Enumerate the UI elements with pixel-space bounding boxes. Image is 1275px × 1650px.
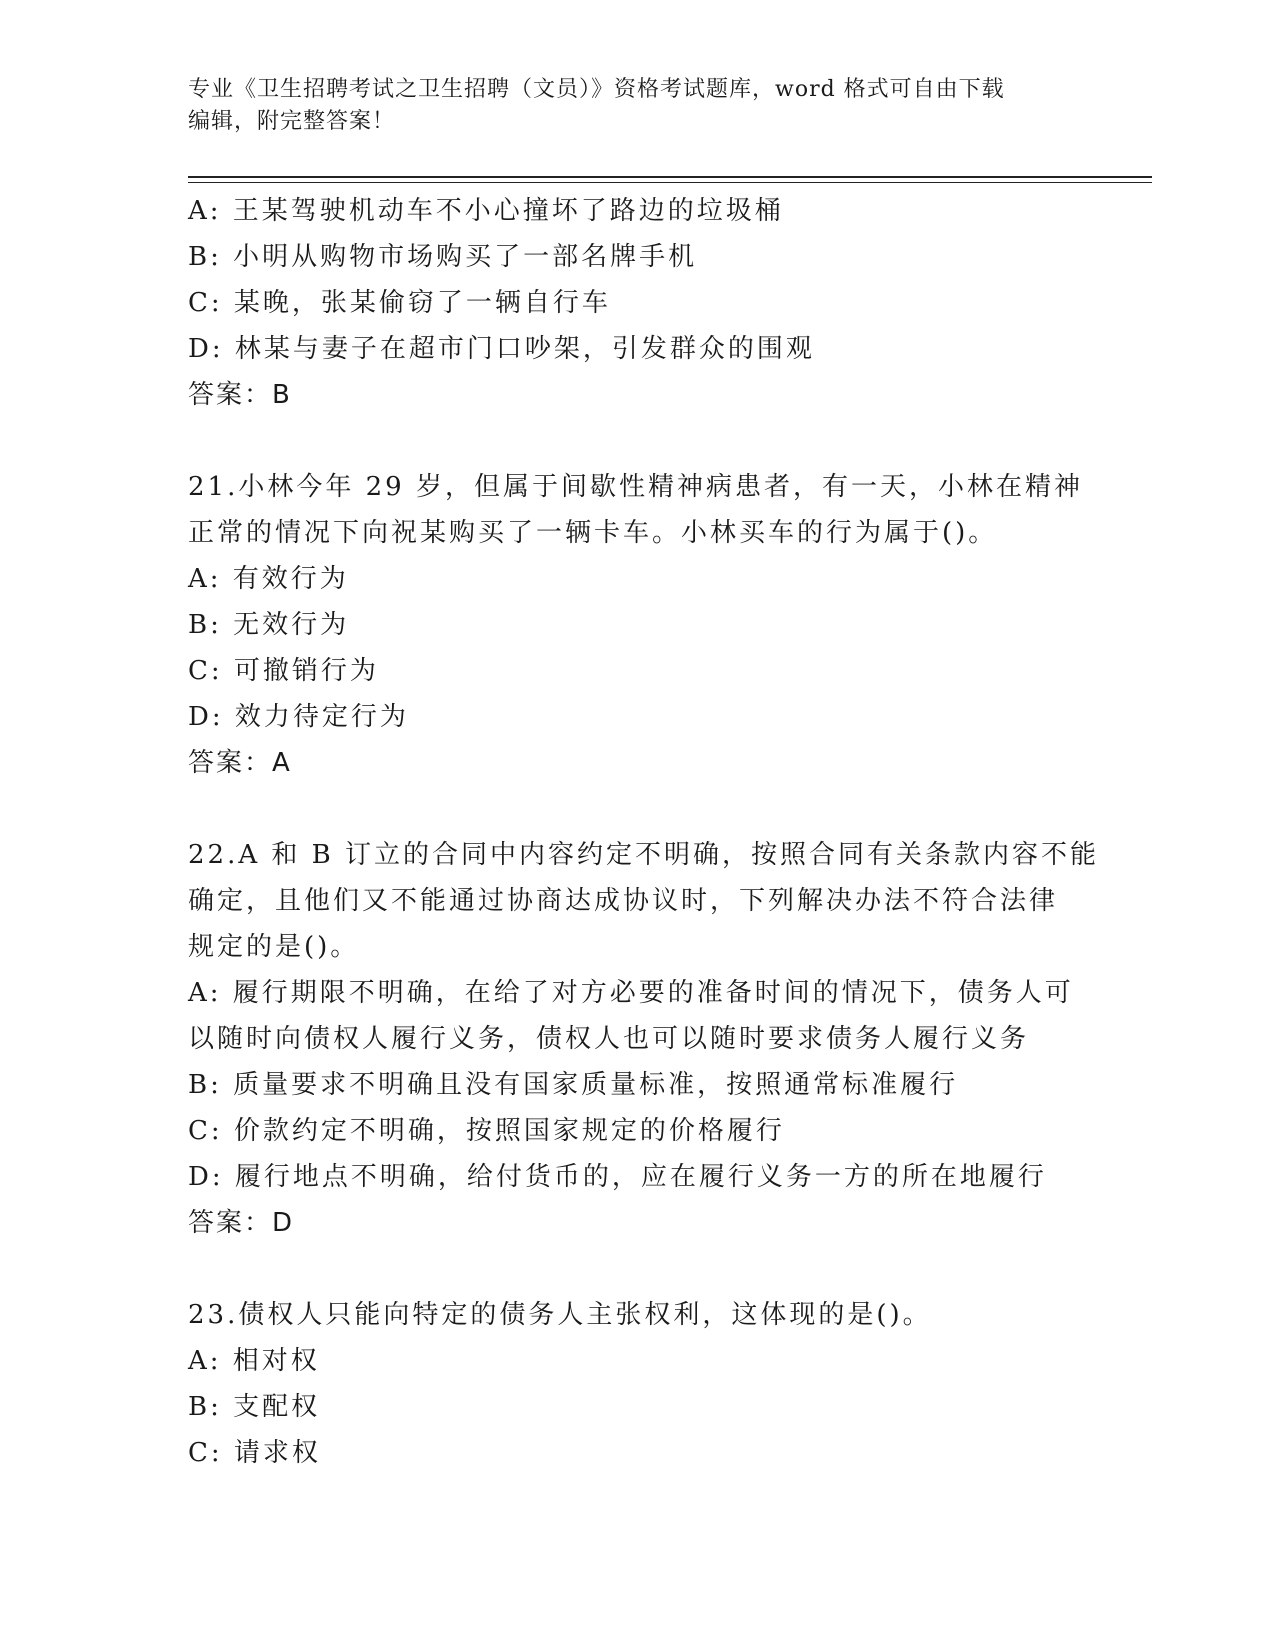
question-stem-line: 正常的情况下向祝某购买了一辆卡车。小林买车的行为属于()。 bbox=[188, 518, 998, 548]
answer-line: 答案：A bbox=[188, 748, 292, 778]
option-a: A: 王某驾驶机动车不小心撞坏了路边的垃圾桶 bbox=[188, 196, 784, 226]
question-stem-line: 确定，且他们又不能通过协商达成协议时，下列解决办法不符合法律 bbox=[188, 886, 1059, 916]
spacer bbox=[188, 786, 1088, 832]
option-b: B: 支配权 bbox=[188, 1392, 321, 1422]
answer-line: 答案：B bbox=[188, 380, 292, 410]
option-d: D: 林某与妻子在超市门口吵架，引发群众的围观 bbox=[188, 334, 815, 364]
question-23 bbox=[188, 1292, 1088, 1476]
option-a: A: 履行期限不明确，在给了对方必要的准备时间的情况下，债务人可 bbox=[188, 978, 1074, 1008]
header-note-line: 编辑，附完整答案！ bbox=[188, 109, 396, 134]
spacer bbox=[188, 418, 1088, 464]
question-22 bbox=[188, 832, 1100, 1246]
question-20-continued bbox=[188, 188, 1088, 418]
option-c: C: 价款约定不明确，按照国家规定的价格履行 bbox=[188, 1116, 785, 1146]
option-c: C: 某晚，张某偷窃了一辆自行车 bbox=[188, 288, 611, 318]
header-divider-thin bbox=[188, 182, 1152, 183]
question-stem-line: 规定的是()。 bbox=[188, 932, 360, 962]
question-stem-line: 22.A 和 B 订立的合同中内容约定不明确，按照合同有关条款内容不能 bbox=[188, 840, 1100, 870]
option-b: B: 质量要求不明确且没有国家质量标准，按照通常标准履行 bbox=[188, 1070, 959, 1100]
option-a: A: 相对权 bbox=[188, 1346, 320, 1376]
option-b: B: 小明从购物市场购买了一部名牌手机 bbox=[188, 242, 698, 272]
header-divider bbox=[188, 176, 1152, 178]
option-a-continued: 以随时向债权人履行义务，债权人也可以随时要求债务人履行义务 bbox=[188, 1024, 1030, 1054]
option-b: B: 无效行为 bbox=[188, 610, 350, 640]
question-stem-line: 21.小林今年 29 岁，但属于间歇性精神病患者，有一天，小林在精神 bbox=[188, 472, 1083, 502]
option-d: D: 履行地点不明确，给付货币的，应在履行义务一方的所在地履行 bbox=[188, 1162, 1047, 1192]
spacer bbox=[188, 1246, 1088, 1292]
option-c: C: 请求权 bbox=[188, 1438, 321, 1468]
option-d: D: 效力待定行为 bbox=[188, 702, 409, 732]
question-stem-line: 23.债权人只能向特定的债务人主张权利，这体现的是()。 bbox=[188, 1300, 932, 1330]
option-c: C: 可撤销行为 bbox=[188, 656, 379, 686]
answer-line: 答案：D bbox=[188, 1208, 295, 1238]
question-21 bbox=[188, 464, 1088, 786]
question-list bbox=[188, 188, 1100, 1476]
header-note bbox=[188, 74, 1068, 138]
option-a: A: 有效行为 bbox=[188, 564, 349, 594]
header-note-line: 专业《卫生招聘考试之卫生招聘（文员）》资格考试题库，word 格式可自由下载 bbox=[188, 77, 1005, 102]
